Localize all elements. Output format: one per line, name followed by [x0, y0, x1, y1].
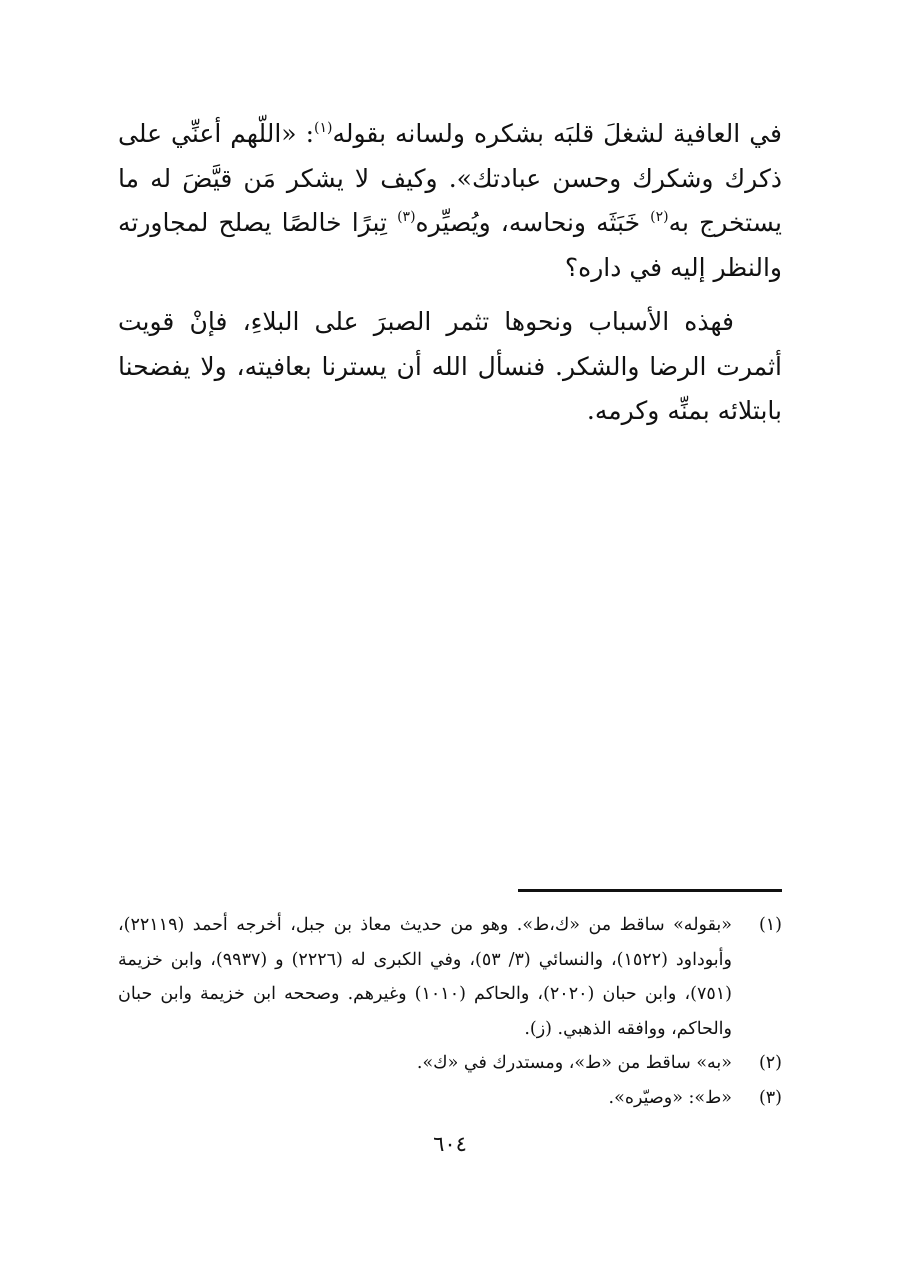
paragraph-1-part-b: : «اللّهم أعنِّي على ذكرك وشكرك وحسن عبادتك». وكيف لا يشكر مَن قيَّضَ له ما يستخرج به	[118, 119, 782, 237]
paragraph-2: فهذه الأسباب ونحوها تثمر الصبرَ على البلاءِ، فإنْ قويت أثمرت الرضا والشكر. فنسأل الله أن يسترنا بعافيته، ولا يفضحنا بابتلائه بمنِّه وكرمه.	[118, 307, 782, 425]
footnote-ref-2[interactable]: (٢)	[650, 209, 669, 225]
footnote-text: «ط»: «وصيّره».	[608, 1087, 732, 1108]
footnote-ref-1[interactable]: (١)	[314, 120, 333, 136]
paragraph-1-part-c: خَبَثَه ونحاسه، ويُصيِّره	[415, 208, 651, 237]
footnote-number: (٣)	[758, 1087, 782, 1108]
footnote-ref-3[interactable]: (٣)	[397, 209, 416, 225]
footnote-3	[118, 1081, 782, 1116]
footnote-2	[118, 1046, 782, 1081]
main-text	[118, 112, 782, 434]
paragraph-1	[118, 112, 782, 290]
footnote-number: (٢)	[758, 1053, 782, 1073]
footnote-number: (١)	[758, 915, 782, 935]
paragraph-1-part-a: في العافية لشغلَ قلبَه بشكره ولسانه بقوله	[332, 119, 782, 148]
footnotes	[118, 908, 782, 1115]
page-number: ٦٠٤	[433, 1132, 467, 1156]
footnote-text: «به» ساقط من «ط»، ومستدرك في «ك».	[416, 1053, 732, 1073]
footnote-text: «بقوله» ساقط من «ك،ط». وهو من حديث معاذ بن جبل، أخرجه أحمد (٢٢١١٩)، وأبوداود (١٥٢٢)، والنسائي (٣/ ٥٣)، وفي الكبرى له (٢٢٢٦) و (٩٩٣٧)، وابن خزيمة (٧٥١)، وابن حبان (٢٠٢٠)، والحاكم (١٠١٠) وغيرهم. وصححه ابن خزيمة وابن حبان والحاكم، ووافقه الذهبي. (ز).	[118, 915, 732, 1039]
footnote-separator	[518, 889, 782, 892]
footnote-1	[118, 908, 782, 1046]
paragraph-1-part-d: تِبرًا خالصًا يصلح لمجاورته والنظر إليه في داره؟	[118, 208, 782, 282]
